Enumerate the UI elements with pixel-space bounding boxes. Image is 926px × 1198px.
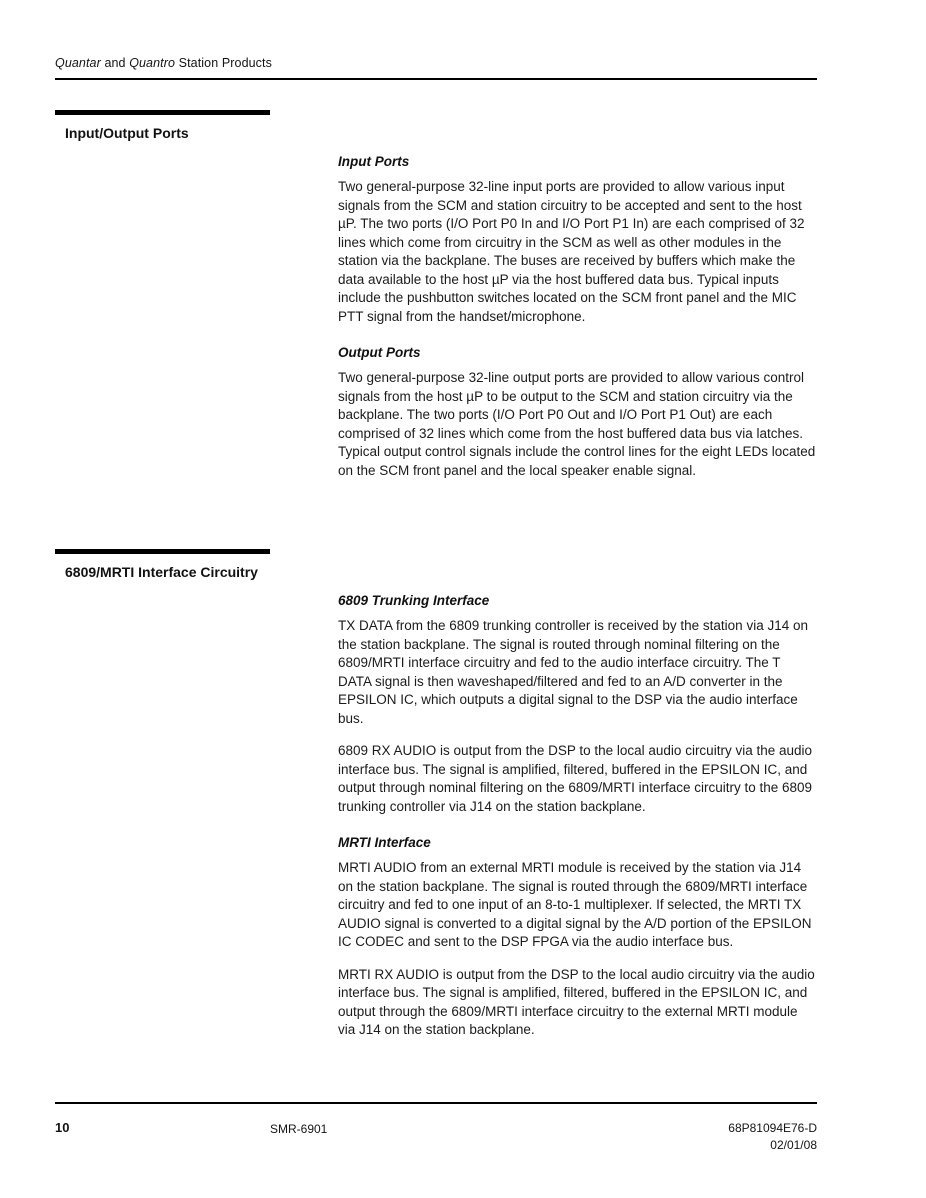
header-connector: and [100, 56, 130, 70]
footer-date: 02/01/08 [770, 1138, 817, 1152]
section-bar [55, 110, 270, 115]
section-6809-mrti-interface [55, 549, 817, 1054]
subsection-heading-input-ports: Input Ports [338, 154, 410, 169]
page-footer [55, 1102, 817, 1152]
section-body [338, 154, 817, 480]
footer-page-number: 10 [55, 1120, 70, 1135]
paragraph: Two general-purpose 32-line input ports are provided to allow various input signals from the SCM and station circuitry to be accepted and sent to the host µP. The two ports (I/O Port P0 In and I/O Port P1 In) are each comprised of 32 lines which come from circuitry in the SCM as well as other modules in the station via the backplane. The buses are received by buffers which make the data available to the host µP via the host buffered data bus. Typical inputs include the pushbutton switches located on the SCM front panel and the MIC PTT signal from the handset/microphone. [338, 179, 805, 324]
section-input-output-ports [55, 110, 817, 494]
subsection-heading-output-ports: Output Ports [338, 345, 421, 360]
header-rule [55, 78, 817, 80]
footer-rule [55, 1102, 817, 1104]
section-head [55, 110, 338, 141]
subsection-heading-mrti-interface: MRTI Interface [338, 835, 431, 850]
footer-manual-number: SMR-6901 [270, 1122, 328, 1136]
header-brand-quantro: Quantro [129, 56, 176, 70]
header-title [55, 56, 817, 70]
section-bar [55, 549, 270, 554]
subsection-heading-6809-trunking: 6809 Trunking Interface [338, 593, 490, 608]
paragraph: 6809 RX AUDIO is output from the DSP to the local audio circuitry via the audio interface bus. The signal is amplified, filtered, buffered in the EPSILON IC, and output through nominal filtering on the 6809/MRTI interface circuitry to the 6809 trunking controller via J14 on the station backplane. [338, 743, 813, 814]
footer-right-block [728, 1120, 817, 1154]
paragraph: Two general-purpose 32-line output ports are provided to allow various control signals from the host µP to be output to the SCM and station circuitry via the backplane. The two ports (I/O Port P0 Out and I/O Port P1 Out) are each comprised of 32 lines which come from the host buffered data bus via latches. Typical output control signals include the control lines for the eight LEDs located on the SCM front panel and the local speaker enable signal. [338, 370, 816, 478]
section-title: Input/Output Ports [65, 125, 189, 141]
section-body [338, 593, 817, 1040]
section-title: 6809/MRTI Interface Circuitry [65, 564, 258, 580]
paragraph: MRTI AUDIO from an external MRTI module is received by the station via J14 on the station backplane. The signal is routed through the 6809/MRTI interface circuitry and fed to one input of an 8-to-1 multiplexer. If selected, the MRTI TX AUDIO signal is converted to a digital signal by the A/D portion of the EPSILON IC CODEC and sent to the DSP FPGA via the audio interface bus. [338, 860, 812, 949]
paragraph: TX DATA from the 6809 trunking controller is received by the station via J14 on the station backplane. The signal is routed through nominal filtering on the 6809/MRTI interface circuitry and fed to the audio interface circuitry. The T DATA signal is then waveshaped/filtered and fed to an A/D converter in the EPSILON IC, which outputs a digital signal to the DSP via the audio interface bus. [338, 618, 808, 726]
footer-part-number: 68P81094E76-D [728, 1121, 817, 1135]
page-header [55, 56, 817, 80]
header-brand-quantar: Quantar [55, 56, 101, 70]
section-head [55, 549, 338, 580]
paragraph: MRTI RX AUDIO is output from the DSP to the local audio circuitry via the audio interface bus. The signal is amplified, filtered, buffered in the EPSILON IC, and output through the 6809/MRTI interface circuitry to the external MRTI module via J14 on the station backplane. [338, 966, 815, 1037]
header-suffix: Station Products [175, 56, 272, 70]
